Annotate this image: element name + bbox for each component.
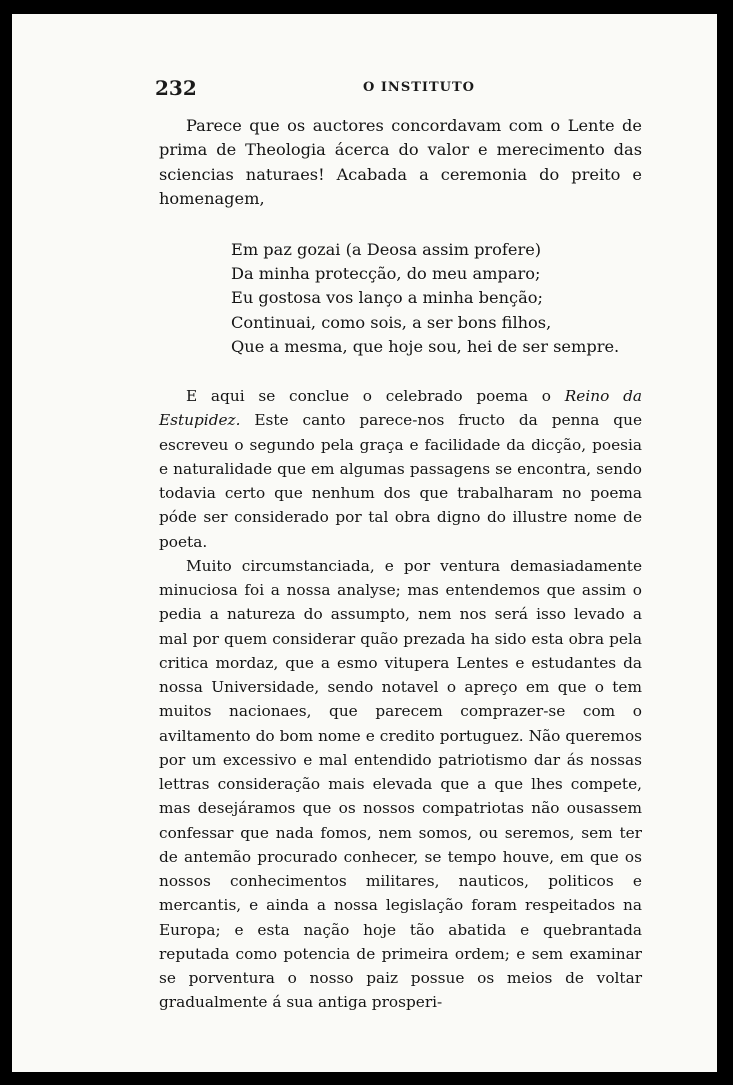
body-paragraph-1-rest: Este canto parece-nos fructo da penna que escreveu o segundo pela graça e facilidade da dicção, poesia e naturalidade que em algumas passagens se encontra, sendo todavia certo que nenhum dos que trabalharam no poema póde ser considerado por tal obra digno do illustre nome de poeta. xyxy=(159,411,642,551)
body-paragraph-2: Muito circumstanciada, e por ventura demasiadamente minuciosa foi a nossa analyse; mas entendemos que assim o pedia a natureza do assumpto, nem nos será isso levado a mal por quem considerar quão prezada ha sido esta obra pela critica mordaz, que a esmo vitupera Lentes e estudantes da nossa Universidade, sendo notavel o apreço em que o tem muitos nacionaes, que parecem comprazer-se com o aviltamento do bom nome e credito portuguez. Não queremos por um excessivo e mal entendido patriotismo dar ás nossas lettras consideração mais elevada que a que lhes compete, mas desejáramos que os nossos compatriotas não ousassem confessar que nada fomos, nem somos, ou seremos, sem ter de antemão procurado conhecer, se tempo houve, em que os nossos conhecimentos militares, nauticos, politicos e mercantis, e ainda a nossa legislação foram respeitados na Europa; e esta nação hoje tão abatida e quebrantada reputada como potencia de primeira ordem; e sem examinar se porventura o nosso paiz possue os meios de voltar gradualmente á sua antiga prosperi- xyxy=(159,556,642,1012)
intro-paragraph-block xyxy=(159,114,642,212)
verse-line: Eu gostosa vos lanço a minha benção; xyxy=(231,288,543,308)
verse-line: Em paz gozai (a Deosa assim profere) xyxy=(231,240,542,259)
verse-line: Da minha protecção, do meu amparo; xyxy=(231,264,541,284)
verse-quotation xyxy=(231,238,620,359)
intro-paragraph: Parece que os auctores concordavam com o Lente de prima de Theologia ácerca do valor e merecimento das sciencias naturaes! Acabada a ceremonia do preito e homenagem, xyxy=(159,116,642,209)
body-paragraph-1-start: E aqui se conclue o celebrado poema o xyxy=(186,387,565,405)
poem-title: Reino da Estupidez. xyxy=(159,387,642,430)
verse-line: Que a mesma, que hoje sou, hei de ser sempre. xyxy=(231,336,620,356)
page-number: 232 xyxy=(155,76,197,100)
body-paragraph-1 xyxy=(159,384,642,554)
verse-line: Continuai, como sois, a ser bons filhos, xyxy=(231,312,552,332)
scanned-page xyxy=(12,14,717,1072)
journal-title: O INSTITUTO xyxy=(363,80,475,95)
body-text xyxy=(159,384,642,1015)
running-head xyxy=(155,76,645,100)
